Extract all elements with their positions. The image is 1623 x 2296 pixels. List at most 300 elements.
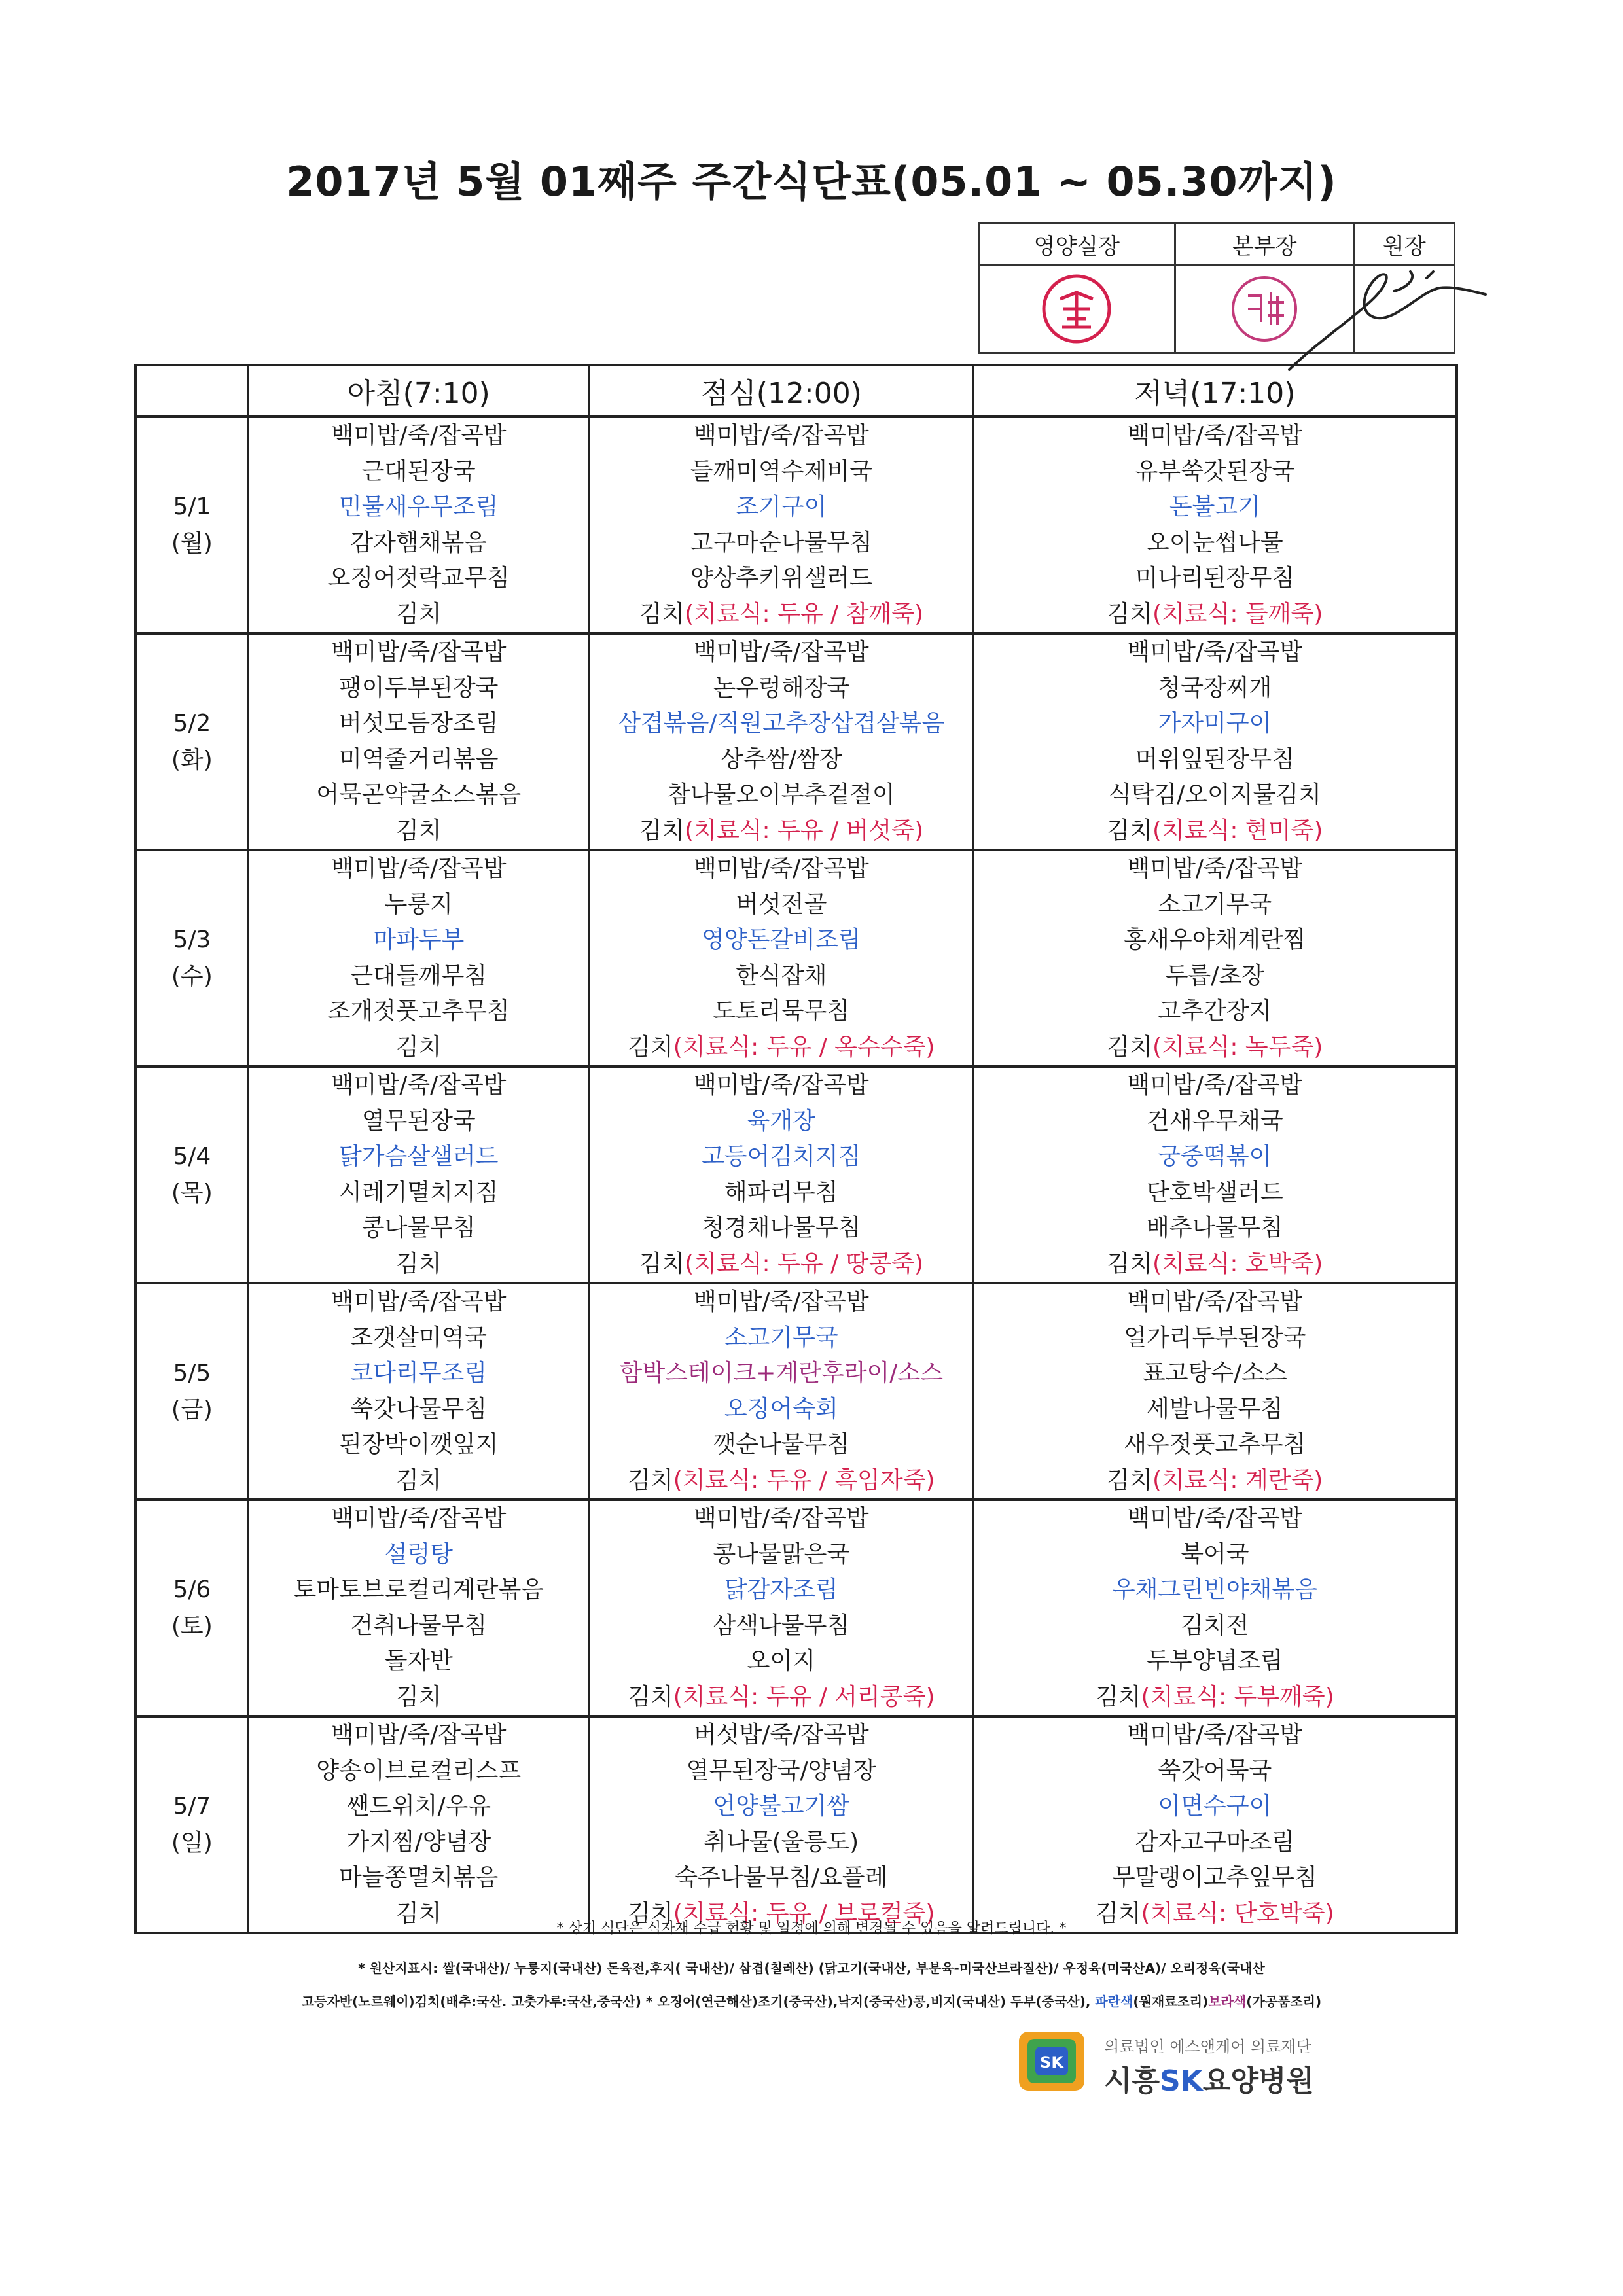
menu-item	[974, 742, 1455, 778]
menu-item-text: 청경채나물무침	[702, 1214, 861, 1241]
therapeutic-diet-note: (치료식: 두유 / 흑임자죽)	[673, 1466, 935, 1494]
legend-blue-desc: (원재료조리)	[1133, 1994, 1209, 2009]
menu-item-text: 영양돈갈비조림	[702, 927, 861, 953]
menu-item-text: 백미밥/죽/잡곡밥	[330, 639, 507, 665]
day-row	[135, 633, 1457, 850]
menu-item-text: 백미밥/죽/잡곡밥	[330, 855, 507, 882]
menu-item	[590, 1608, 972, 1644]
menu-item-text: 김치	[395, 817, 442, 844]
menu-item	[249, 561, 588, 597]
menu-item	[974, 1175, 1455, 1211]
therapeutic-diet-note: (치료식: 현미죽)	[1152, 817, 1323, 844]
menu-item-text: 삼색나물무침	[713, 1612, 850, 1639]
menu-item	[590, 635, 972, 671]
menu-item-text: 한식잡채	[736, 962, 827, 989]
menu-item-text: 김치	[395, 1250, 442, 1277]
menu-item	[249, 671, 588, 707]
menu-item-text: 언양불고기쌈	[713, 1793, 850, 1820]
menu-item-text: 김치	[395, 1466, 442, 1494]
menu-item	[590, 561, 972, 597]
menu-item	[590, 1644, 972, 1680]
day-row	[135, 1067, 1457, 1283]
day-date: 5/7	[173, 1792, 211, 1820]
menu-item	[974, 1680, 1455, 1716]
menu-item	[974, 1644, 1455, 1680]
menu-item-text: 유부쑥갓된장국	[1135, 457, 1295, 485]
menu-item	[249, 777, 588, 813]
menu-item	[249, 1537, 588, 1573]
menu-item	[590, 1825, 972, 1861]
menu-item-text: 양송이브로컬리스프	[316, 1757, 522, 1784]
date-header	[135, 365, 248, 417]
menu-item	[974, 851, 1455, 887]
menu-body	[135, 417, 1457, 1934]
menu-item-text: 이면수구이	[1158, 1793, 1272, 1820]
menu-item	[974, 1068, 1455, 1104]
nutrition-seal	[979, 265, 1175, 353]
menu-item-text: 양상추키위샐러드	[690, 565, 872, 592]
dinner-cell	[973, 1283, 1457, 1500]
menu-item	[590, 1754, 972, 1790]
menu-item	[590, 851, 972, 887]
signature-icon	[1276, 252, 1492, 383]
menu-item	[249, 1789, 588, 1825]
menu-item-text: 무말랭이고추잎무침	[1112, 1864, 1317, 1891]
dinner-header: 저녁(17:10)	[973, 365, 1457, 417]
menu-item-text: 오징어젓락교무침	[327, 565, 510, 592]
menu-item	[974, 1427, 1455, 1463]
menu-item-text: 콩나물무침	[361, 1214, 476, 1241]
menu-item	[590, 454, 972, 490]
menu-item	[974, 1104, 1455, 1140]
menu-item-text: 백미밥/죽/잡곡밥	[693, 1072, 869, 1099]
menu-item-text: 열무된장국/양념장	[686, 1757, 876, 1784]
menu-item-text: 김치전	[1181, 1612, 1249, 1639]
menu-item	[590, 1030, 972, 1066]
menu-item	[249, 1356, 588, 1392]
lunch-cell	[589, 417, 973, 634]
menu-item	[974, 1392, 1455, 1428]
menu-item-text: 가지찜/양념장	[346, 1828, 491, 1856]
origin-line-1: * 원산지표시: 쌀(국내산)/ 누룽지(국내산) 돈육전,후지( 국내산)/ 삼겹(칠레산) (닭고기(국내산, 부분육-미국산브라질산)/ 우정육(미국산A)/ 오리정육(국내산	[358, 1960, 1265, 1976]
menu-item-text: 백미밥/죽/잡곡밥	[330, 1722, 507, 1748]
menu-item	[249, 1644, 588, 1680]
menu-item	[249, 1825, 588, 1861]
lunch-cell	[589, 633, 973, 850]
menu-item-text: 고구마순나물무침	[690, 529, 872, 556]
menu-item-text: 우채그린빈야채볶음	[1112, 1576, 1317, 1603]
menu-item	[590, 525, 972, 561]
menu-item-text: 감자햄채볶음	[350, 529, 488, 556]
menu-item-text: 백미밥/죽/잡곡밥	[693, 639, 869, 665]
legend-blue: 파란색	[1095, 1994, 1133, 2009]
menu-item-text: 논우렁해장국	[713, 674, 850, 701]
menu-item-text: 해파리무침	[724, 1178, 838, 1206]
menu-item-text: 소고기무국	[724, 1324, 838, 1351]
menu-item	[249, 1030, 588, 1066]
menu-item-text: 근대들깨무침	[350, 962, 488, 989]
menu-item-text: 백미밥/죽/잡곡밥	[1127, 1288, 1303, 1315]
menu-item-text: 팽이두부된장국	[339, 674, 499, 701]
menu-item	[249, 1572, 588, 1608]
menu-item-text: 백미밥/죽/잡곡밥	[693, 1288, 869, 1315]
breakfast-header: 아침(7:10)	[248, 365, 589, 417]
menu-item-text: 김치	[395, 1683, 442, 1710]
menu-item-text: 취나물(울릉도)	[704, 1828, 859, 1856]
day-weekday: (목)	[171, 1179, 213, 1207]
menu-item	[974, 1860, 1455, 1896]
day-weekday: (토)	[171, 1612, 213, 1640]
menu-item-text: 상추쌈/쌈장	[720, 745, 842, 773]
lunch-cell	[589, 1283, 973, 1500]
menu-item-text: 김치	[1107, 817, 1152, 844]
change-notice: * 상기 식단은 식자재 수급 현황 및 일정에 의해 변경될 수 있음을 알려드립니다. *	[556, 1920, 1067, 1937]
breakfast-cell	[248, 1283, 589, 1500]
day-date: 5/5	[173, 1359, 211, 1386]
menu-item-text: 김치	[1096, 1683, 1141, 1710]
menu-item-text: 백미밥/죽/잡곡밥	[1127, 1722, 1303, 1748]
menu-item-text: 돌자반	[384, 1648, 453, 1674]
menu-item-text: 김치	[639, 1250, 685, 1277]
menu-item	[974, 1825, 1455, 1861]
menu-item-text: 토마토브로컬리계란볶음	[293, 1576, 544, 1603]
menu-item	[974, 1608, 1455, 1644]
menu-item-text: 시레기멸치지짐	[339, 1178, 499, 1206]
menu-item	[974, 454, 1455, 490]
lunch-cell	[589, 1067, 973, 1283]
menu-item	[974, 489, 1455, 525]
menu-item	[974, 1501, 1455, 1537]
day-row	[135, 1283, 1457, 1500]
menu-item-text: 백미밥/죽/잡곡밥	[1127, 1505, 1303, 1532]
lunch-cell	[589, 1500, 973, 1716]
menu-item-text: 단호박샐러드	[1147, 1178, 1283, 1206]
menu-item	[249, 1392, 588, 1428]
menu-item	[974, 597, 1455, 633]
menu-item	[590, 1463, 972, 1499]
menu-item	[249, 742, 588, 778]
menu-item-text: 머위잎된장무침	[1135, 745, 1295, 773]
menu-item	[590, 1501, 972, 1537]
menu-item	[974, 813, 1455, 849]
dinner-cell	[973, 1500, 1457, 1716]
menu-item	[590, 1427, 972, 1463]
menu-item	[249, 887, 588, 923]
menu-item	[249, 706, 588, 742]
hospital-logo	[1016, 2028, 1474, 2100]
day-label	[135, 850, 248, 1067]
hospital-name	[1104, 2057, 1314, 2099]
therapeutic-diet-note: (치료식: 호박죽)	[1152, 1250, 1323, 1277]
menu-item	[590, 1139, 972, 1175]
menu-item	[249, 1139, 588, 1175]
hospital-logo-letters: SK	[1040, 2053, 1063, 2072]
menu-item-text: 마파두부	[373, 927, 465, 953]
menu-item	[249, 1463, 588, 1499]
menu-item-text: 북어국	[1181, 1540, 1249, 1568]
menu-item-text: 청국장찌개	[1158, 674, 1272, 701]
menu-item	[249, 1246, 588, 1282]
menu-item	[974, 1210, 1455, 1246]
menu-item-text: 설렁탕	[384, 1540, 453, 1568]
menu-item-text: 마늘쫑멸치볶음	[339, 1864, 499, 1891]
menu-item-text: 닭가슴살샐러드	[339, 1143, 499, 1170]
day-label	[135, 1283, 248, 1500]
menu-item	[249, 1068, 588, 1104]
menu-item-text: 백미밥/죽/잡곡밥	[693, 855, 869, 882]
menu-item-text: 오이지	[747, 1648, 815, 1674]
day-row	[135, 850, 1457, 1067]
menu-item-text: 세발나물무침	[1147, 1395, 1283, 1422]
menu-item	[974, 1463, 1455, 1499]
day-row	[135, 1500, 1457, 1716]
dinner-cell	[973, 850, 1457, 1067]
menu-item	[974, 635, 1455, 671]
menu-item-text: 얼가리두부된장국	[1124, 1324, 1306, 1351]
menu-item	[249, 1608, 588, 1644]
dinner-cell	[973, 417, 1457, 634]
menu-item	[249, 454, 588, 490]
menu-item	[590, 1284, 972, 1320]
day-weekday: (일)	[171, 1829, 213, 1856]
menu-item	[249, 1680, 588, 1716]
menu-item-text: 조갯살미역국	[350, 1324, 488, 1351]
menu-item	[974, 923, 1455, 959]
menu-item	[590, 887, 972, 923]
menu-item-text: 오이눈썹나물	[1147, 529, 1283, 556]
day-weekday: (월)	[171, 529, 213, 557]
menu-item	[974, 525, 1455, 561]
hospital-name-prefix: 시흥	[1104, 2064, 1160, 2098]
menu-item	[590, 1210, 972, 1246]
menu-item-text: 김치	[639, 600, 685, 627]
menu-item-text: 백미밥/죽/잡곡밥	[1127, 1072, 1303, 1099]
menu-item	[590, 671, 972, 707]
menu-item	[249, 1501, 588, 1537]
menu-item	[249, 1754, 588, 1790]
therapeutic-diet-note: (치료식: 두유 / 땅콩죽)	[685, 1250, 924, 1277]
menu-item-text: 백미밥/죽/잡곡밥	[1127, 639, 1303, 665]
hospital-name-sk: SK	[1160, 2064, 1203, 2098]
menu-item	[974, 1139, 1455, 1175]
lunch-cell	[589, 850, 973, 1067]
approval-director-head: 본부장	[1175, 224, 1354, 265]
red-seal-icon	[1037, 270, 1116, 348]
menu-item	[249, 635, 588, 671]
menu-item	[590, 742, 972, 778]
day-date: 5/2	[173, 709, 211, 737]
therapeutic-diet-note: (치료식: 녹두죽)	[1152, 1033, 1323, 1061]
day-weekday: (수)	[171, 963, 213, 990]
therapeutic-diet-note: (치료식: 두유 / 옥수수죽)	[673, 1033, 935, 1061]
therapeutic-diet-note: (치료식: 두유 / 서리콩죽)	[673, 1683, 935, 1710]
menu-item-text: 백미밥/죽/잡곡밥	[1127, 422, 1303, 449]
menu-item-text: 김치	[628, 1466, 673, 1494]
weekly-menu-table	[134, 364, 1458, 1934]
therapeutic-diet-note: (치료식: 단호박죽)	[1141, 1899, 1334, 1927]
menu-item-text: 백미밥/죽/잡곡밥	[1127, 855, 1303, 882]
menu-item	[974, 1284, 1455, 1320]
menu-item-text: 김치	[639, 817, 685, 844]
menu-item-text: 돈불고기	[1169, 493, 1260, 520]
origin-line-2-text: 고등자반(노르웨이)김치(배추:국산. 고춧가루:국산,중국산) * 오징어(연근해산)조기(중국산),낙지(중국산)콩,비지(국내산) 두부(중국산),	[301, 1994, 1091, 2009]
dinner-cell	[973, 1067, 1457, 1283]
day-date: 5/4	[173, 1142, 211, 1170]
breakfast-cell	[248, 1716, 589, 1933]
menu-item	[590, 1789, 972, 1825]
menu-item	[249, 489, 588, 525]
menu-item-text: 백미밥/죽/잡곡밥	[330, 422, 507, 449]
menu-item	[974, 706, 1455, 742]
menu-item	[249, 1175, 588, 1211]
menu-item	[590, 1246, 972, 1282]
breakfast-cell	[248, 417, 589, 634]
therapeutic-diet-note: (치료식: 계란죽)	[1152, 1466, 1323, 1494]
menu-item	[974, 1789, 1455, 1825]
menu-item-text: 미나리된장무침	[1135, 565, 1295, 592]
menu-item	[974, 1320, 1455, 1356]
menu-item	[974, 777, 1455, 813]
menu-item-text: 궁중떡볶이	[1158, 1143, 1272, 1170]
menu-item-text: 닭감자조림	[724, 1576, 838, 1603]
menu-item	[590, 489, 972, 525]
day-label	[135, 633, 248, 850]
breakfast-cell	[248, 633, 589, 850]
menu-item-text: 김치	[1107, 1250, 1152, 1277]
menu-item-text: 새우젓풋고추무침	[1124, 1431, 1306, 1458]
menu-item	[974, 1572, 1455, 1608]
menu-item	[590, 1175, 972, 1211]
menu-item-text: 백미밥/죽/잡곡밥	[693, 422, 869, 449]
legend-purple: 보라색	[1208, 1994, 1247, 2009]
menu-item-text: 오징어숙회	[724, 1395, 838, 1422]
day-label	[135, 1500, 248, 1716]
menu-item-text: 숙주나물무침/요플레	[675, 1864, 888, 1891]
dinner-cell	[973, 1716, 1457, 1933]
menu-item-text: 육개장	[747, 1107, 815, 1135]
menu-item-text: 버섯전골	[736, 891, 827, 918]
lunch-cell	[589, 1716, 973, 1933]
day-label	[135, 1067, 248, 1283]
day-label	[135, 1716, 248, 1933]
menu-item	[590, 813, 972, 849]
menu-item-text: 백미밥/죽/잡곡밥	[330, 1505, 507, 1532]
menu-item	[249, 994, 588, 1030]
menu-item-text: 된장박이깻잎지	[339, 1431, 499, 1458]
menu-item	[590, 994, 972, 1030]
menu-item	[249, 1427, 588, 1463]
menu-item-text: 김치	[1107, 1033, 1152, 1061]
menu-item	[590, 923, 972, 959]
day-row	[135, 417, 1457, 634]
menu-item-text: 민물새우무조림	[339, 493, 499, 520]
hospital-subtitle: 의료법인 에스앤케어 의료재단	[1104, 2038, 1311, 2056]
day-date: 5/1	[173, 493, 211, 520]
menu-item	[590, 1392, 972, 1428]
menu-item-text: 쑥갓어묵국	[1158, 1757, 1272, 1784]
menu-item-text: 어묵곤약굴소스볶음	[316, 781, 522, 808]
menu-item-text: 코다리무조림	[350, 1360, 488, 1386]
menu-item	[249, 418, 588, 454]
menu-item	[974, 959, 1455, 995]
menu-item	[974, 671, 1455, 707]
menu-item	[974, 1754, 1455, 1790]
menu-item-text: 고등어김치지짐	[702, 1143, 861, 1170]
legend-purple-desc: (가공품조리)	[1246, 1994, 1322, 2009]
menu-item	[974, 418, 1455, 454]
menu-item	[590, 1680, 972, 1716]
page-title: 2017년 5월 01째주 주간식단표(05.01 ~ 05.30까지)	[286, 158, 1337, 205]
menu-item-text: 버섯모듬장조림	[339, 710, 499, 737]
lunch-header: 점심(12:00)	[589, 365, 973, 417]
menu-item	[249, 1718, 588, 1754]
hospital-name-suffix: 요양병원	[1202, 2064, 1314, 2098]
menu-item-text: 백미밥/죽/잡곡밥	[330, 1288, 507, 1315]
menu-item-text: 깻순나물무침	[713, 1431, 850, 1458]
menu-item-text: 감자고구마조림	[1135, 1828, 1295, 1856]
menu-item	[974, 1356, 1455, 1392]
day-row	[135, 1716, 1457, 1933]
menu-item-text: 배추나물무침	[1147, 1214, 1283, 1241]
breakfast-cell	[248, 850, 589, 1067]
menu-item-text: 김치	[395, 1899, 442, 1927]
menu-item-text: 참나물오이부추겉절이	[667, 781, 895, 808]
menu-item-text: 열무된장국	[361, 1107, 476, 1135]
menu-item-text: 누룽지	[384, 891, 453, 918]
menu-item-text: 가자미구이	[1158, 710, 1272, 737]
therapeutic-diet-note: (치료식: 두유 / 참깨죽)	[685, 600, 924, 627]
menu-item-text: 소고기무국	[1158, 891, 1272, 918]
menu-item	[590, 418, 972, 454]
menu-item	[974, 1537, 1455, 1573]
menu-item-text: 식탁김/오이지물김치	[1108, 781, 1321, 808]
therapeutic-diet-note: (치료식: 두유 / 브로컬죽)	[673, 1899, 935, 1927]
menu-item-text: 건취나물무침	[350, 1612, 488, 1639]
day-date: 5/3	[173, 926, 211, 953]
day-date: 5/6	[173, 1576, 211, 1603]
menu-item-text: 근대된장국	[361, 457, 476, 485]
menu-item-text: 김치	[1107, 600, 1152, 627]
menu-item	[590, 959, 972, 995]
therapeutic-diet-note: (치료식: 두유 / 버섯죽)	[685, 817, 924, 844]
menu-item-text: 콩나물맑은국	[713, 1540, 850, 1568]
menu-item-text: 백미밥/죽/잡곡밥	[693, 1505, 869, 1532]
menu-item	[249, 1860, 588, 1896]
menu-item	[249, 1284, 588, 1320]
menu-item-text: 김치	[1096, 1899, 1141, 1927]
menu-item	[974, 561, 1455, 597]
menu-item-text: 두부양념조림	[1147, 1648, 1283, 1674]
menu-item	[974, 1246, 1455, 1282]
menu-item	[249, 813, 588, 849]
day-weekday: (화)	[171, 746, 213, 773]
menu-item-text: 고추간장지	[1158, 998, 1272, 1025]
menu-item-text: 미역줄거리볶음	[339, 745, 499, 773]
menu-item-text: 김치	[628, 1033, 673, 1061]
menu-item-text: 들깨미역수제비국	[690, 457, 872, 485]
menu-item	[249, 923, 588, 959]
dinner-cell	[973, 633, 1457, 850]
menu-item	[590, 777, 972, 813]
menu-item	[974, 994, 1455, 1030]
breakfast-cell	[248, 1500, 589, 1716]
menu-item-text: 삼겹볶음/직원고추장삽겹살볶음	[618, 710, 945, 737]
menu-item-text: 김치	[1107, 1466, 1152, 1494]
therapeutic-diet-note: (치료식: 두부깨죽)	[1141, 1683, 1334, 1710]
menu-item-text: 조개젓풋고추무침	[327, 998, 510, 1025]
menu-item	[249, 1320, 588, 1356]
menu-item	[249, 959, 588, 995]
